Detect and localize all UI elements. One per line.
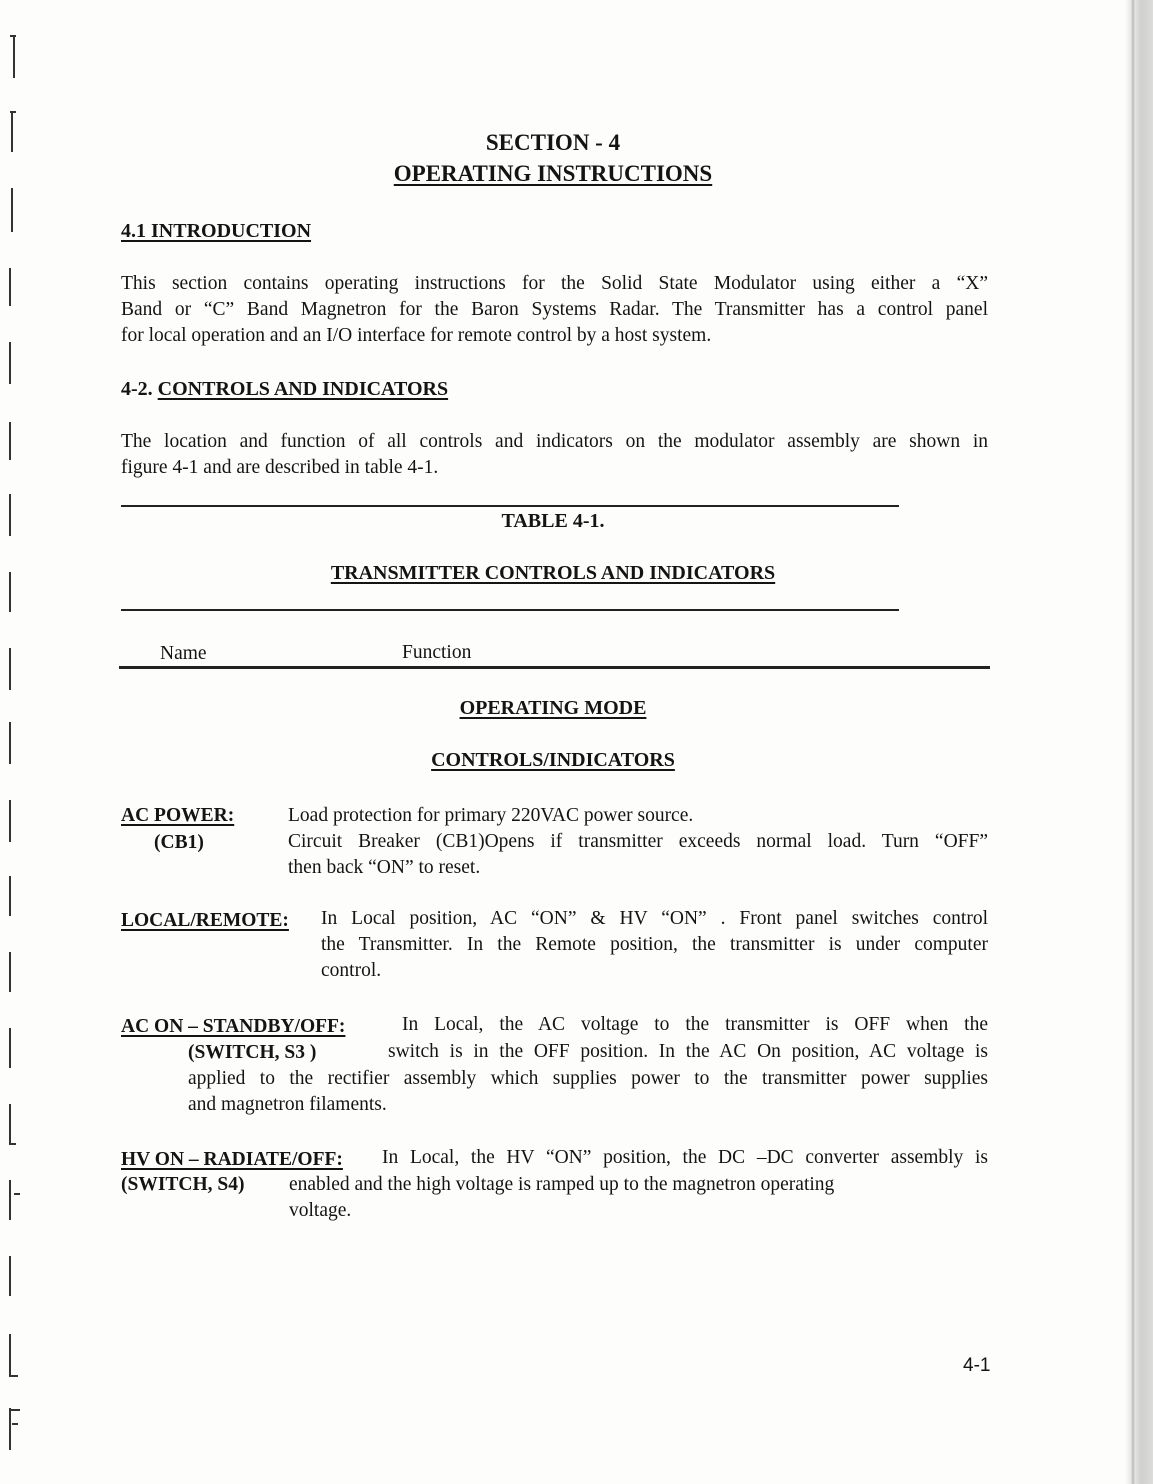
intro-heading: 4.1 INTRODUCTION	[121, 220, 312, 242]
table-title-text: TRANSMITTER CONTROLS AND INDICATORS	[330, 562, 776, 584]
group-heading-1-text: OPERATING MODE	[459, 697, 647, 719]
entry-ac-on-line-2: switch is in the OFF position. In the AC On position, AC voltage is	[388, 1041, 988, 1062]
entry-local-remote-line-3: control.	[321, 960, 382, 981]
entry-local-remote-desc	[321, 906, 988, 984]
entry-ac-on-line-1: In Local, the AC voltage to the transmitter is OFF when the	[402, 1014, 988, 1035]
scan-page-edge	[1125, 0, 1153, 1484]
table-title	[0, 562, 1106, 585]
intro-line-1: This section contains operating instructions for the Solid State Modulator using either a “X”	[121, 273, 988, 294]
table-label: TABLE 4-1.	[501, 510, 605, 532]
entry-ac-on-desc-rest	[188, 1066, 988, 1118]
entry-ac-power-sub: (CB1)	[154, 832, 204, 853]
controls-heading-title: CONTROLS AND INDICATORS	[157, 378, 449, 400]
controls-heading	[121, 378, 448, 401]
page-number: 4-1	[963, 1355, 991, 1376]
entry-ac-on-name: AC ON – STANDBY/OFF:	[121, 1016, 346, 1037]
entry-ac-on-line-3: applied to the rectifier assembly which supplies power to the transmitter power supplies	[188, 1068, 988, 1089]
entry-hv-on-name: HV ON – RADIATE/OFF:	[121, 1149, 343, 1170]
column-header-rule	[119, 666, 990, 669]
section-heading: SECTION - 4	[485, 130, 621, 155]
entry-ac-on-sub: (SWITCH, S3 )	[188, 1042, 317, 1063]
entry-local-remote-line-2: the Transmitter. In the Remote position, the transmitter is under computer	[321, 934, 988, 955]
entry-hv-on-sub: (SWITCH, S4)	[121, 1174, 245, 1195]
group-heading-2	[0, 749, 1106, 772]
entry-hv-on-line-3: voltage.	[289, 1200, 352, 1221]
controls-heading-num: 4-2.	[121, 378, 153, 400]
column-header-name: Name	[160, 643, 207, 664]
intro-line-2: Band or “C” Band Magnetron for the Baron Systems Radar. The Transmitter has a control panel	[121, 299, 988, 320]
intro-paragraph	[121, 271, 988, 349]
section-title	[0, 161, 1106, 187]
entry-hv-on-line-2: enabled and the high voltage is ramped up to the magnetron operating	[289, 1174, 835, 1195]
controls-line-1: The location and function of all controls and indicators on the modulator assembly are shown in	[121, 431, 988, 452]
entry-ac-power-line-3: then back “ON” to reset.	[288, 857, 481, 878]
entry-ac-on-line-4: and magnetron filaments.	[188, 1094, 387, 1115]
table-top-rule	[121, 505, 899, 507]
entry-local-remote-line-1: In Local position, AC “ON” & HV “ON” . Front panel switches control	[321, 908, 988, 929]
intro-line-3: for local operation and an I/O interface for remote control by a host system.	[121, 325, 712, 346]
controls-paragraph	[121, 429, 988, 481]
entry-hv-on-line-1: In Local, the HV “ON” position, the DC –DC converter assembly is	[382, 1147, 988, 1168]
table-mid-rule	[121, 609, 899, 611]
entry-ac-power-line-1: Load protection for primary 220VAC power source.	[288, 805, 694, 826]
group-heading-1	[0, 697, 1106, 720]
binder-margin-marks	[0, 0, 40, 1484]
entry-ac-power-name: AC POWER:	[121, 805, 235, 826]
section-title-text: OPERATING INSTRUCTIONS	[393, 161, 713, 186]
entry-ac-power-desc	[288, 803, 988, 881]
entry-hv-on-desc-rest	[289, 1172, 939, 1224]
entry-ac-power-line-2: Circuit Breaker (CB1)Opens if transmitter exceeds normal load. Turn “OFF”	[288, 831, 988, 852]
column-header-function: Function	[402, 642, 472, 663]
group-heading-2-text: CONTROLS/INDICATORS	[431, 749, 675, 771]
controls-line-2: figure 4-1 and are described in table 4-1.	[121, 457, 439, 478]
entry-local-remote-name: LOCAL/REMOTE:	[121, 910, 289, 931]
